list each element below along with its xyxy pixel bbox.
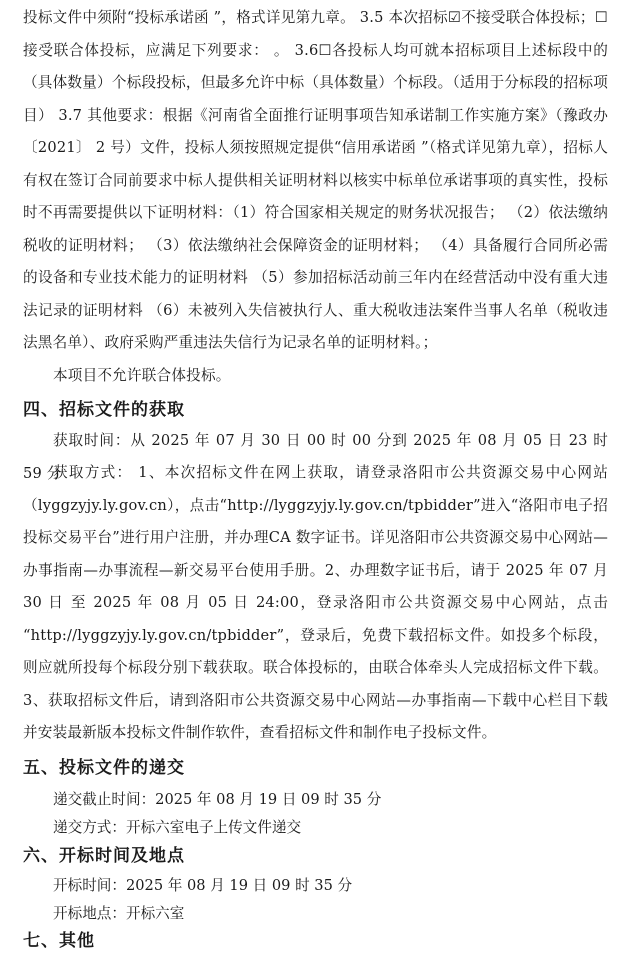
section5-method-line: 递交方式：开标六室电子上传文件递交 [53,819,302,836]
consortium-note: 本项目不允许联合体投标。 [53,367,231,384]
section5-heading: 五、投标文件的递交 [23,758,185,778]
section6-place-line: 开标地点：开标六室 [53,905,185,922]
section6-heading: 六、开标时间及地点 [23,846,185,866]
section7-heading: 七、其他 [23,931,95,951]
section3-tail-paragraph: 投标文件中须附“投标承诺函 ”，格式详见第九章。 3.5 本次招标☑不接受联合体投标；☐接受联合体投标，应满足下列要求： 。 3.6☐各投标人均可就本招标项目上述标段中的（具体数量）个标段投标，但最多允许中标（具体数量）个标段。（适用于分标段的招标项目） 3.7 其他要求：根据《河南省全面推行证明事项告知承诺制工作实施方案》（豫政办〔2021〕 2 号）文件，投标人须按照规定提供“信用承诺函 ”（格式详见第九章），招标人有权在签订合同前要求中标人提供相关证明材料以核实中标单位承诺事项的真实性，投标时不再需要提供以下证明材料：（1）符合国家相关规定的财务状况报告； （2）依法缴纳税收的证明材料； （3）依法缴纳社会保障资金的证明材料； （4）具备履行合同所必需的设备和专业技术能力的证明材料 （5）参加招标活动前三年内在经营活动中没有重大违法记录的证明材料 （6）未被列入失信被执行人、重大税收违法案件当事人名单（税收违法黑名单）、政府采购严重违法失信行为记录名单的证明材料。； [23,9,608,351]
section4-method-paragraph: 获取方式： 1、本次招标文件在网上获取，请登录洛阳市公共资源交易中心网站（lyggzyjy.ly.gov.cn），点击“http://lyggzyjy.ly.gov.cn/tpbidder”进入“洛阳市电子招投标交易平台”进行用户注册，并办理CA 数字证书。详见洛阳市公共资源交易中心网站—办事指南—办事流程—新交易平台使用手册。2、办理数字证书后，请于 2025 年 07 月 30 日 至 2025 年 08 月 05 日 24:00，登录洛阳市公共资源交易中心网站，点击 “http://lyggzyjy.ly.gov.cn/tpbidder”，登录后，免费下载招标文件。如投多个标段，则应就所投每个标段分别下载获取。联合体投标的，由联合体牵头人完成招标文件下载。3、获取招标文件后，请到洛阳市公共资源交易中心网站—办事指南—下载中心栏目下载并安装最新版本投标文件制作软件，查看招标文件和制作电子投标文件。 [23,464,608,741]
section4-time-line: 获取时间：从 2025 年 07 月 30 日 00 时 00 分到 2025 年 08 月 05 日 23 时 59 分 [23,432,608,482]
section5-deadline-line: 递交截止时间：2025 年 08 月 19 日 09 时 35 分 [53,791,382,808]
section4-heading: 四、招标文件的获取 [23,400,185,420]
section6-time-line: 开标时间：2025 年 08 月 19 日 09 时 35 分 [53,877,353,894]
